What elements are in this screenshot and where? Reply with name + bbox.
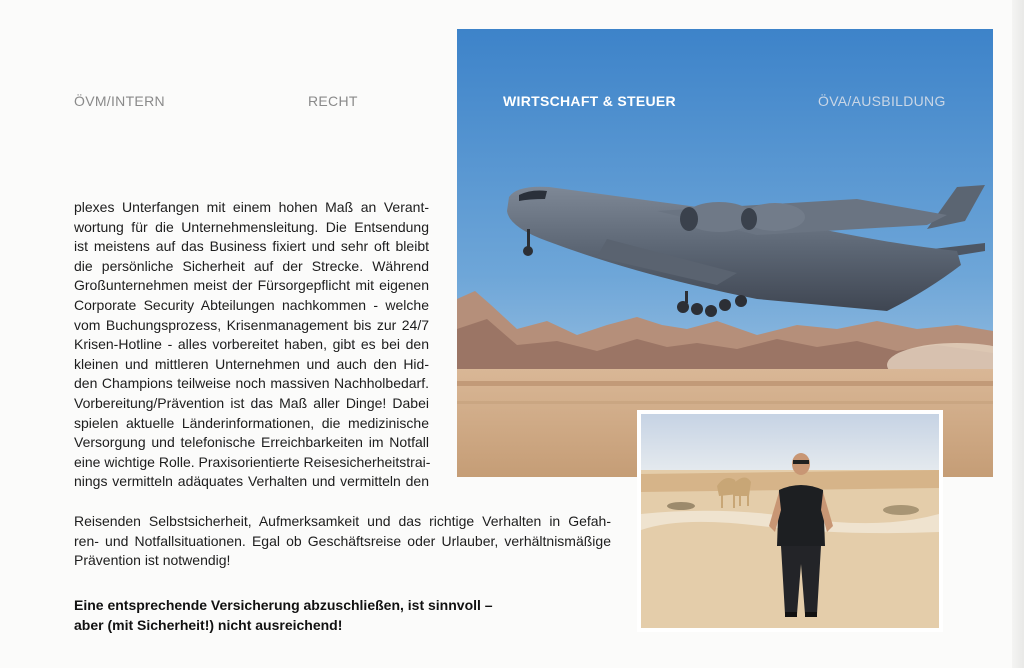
body-line: Krisen-Hotline - alles vorbereitet haben, gibt es bei den (74, 336, 429, 353)
article-body-narrow (74, 198, 429, 492)
body-line: nings vermitteln adäquates Verhalten und vermitteln den (74, 473, 429, 490)
body-line: vom Buchungsprozess, Krisenmanagement bis zur 24/7 (74, 316, 429, 333)
nav-item-oevm-intern[interactable]: ÖVM/INTERN (74, 93, 165, 109)
nav-item-recht[interactable]: RECHT (308, 93, 358, 109)
body-line: den Champions teilweise noch massiven Nachholbedarf. (74, 375, 429, 392)
body-line: die persönliche Sicherheit auf der Strecke. Während (74, 257, 429, 274)
desert-portrait-photo (637, 410, 943, 632)
body-line: spielen aktuelle Länderinformationen, die medizinische (74, 414, 429, 431)
body-line: Corporate Security Abteilungen nachkommen - welche (74, 296, 429, 313)
body-line: ist meistens auf das Business fixiert und sehr oft bleibt (74, 238, 429, 255)
body-line: plexes Unterfangen mit einem hohen Maß an Verant- (74, 199, 429, 215)
body-line: Großunternehmen meist der Fürsorgepflicht mit eigenen (74, 277, 429, 294)
highlight-line: Eine entsprechende Versicherung abzuschließen, ist sinnvoll – (74, 597, 493, 613)
article-body-wide (74, 512, 611, 571)
body-line: wortung für die Unternehmensleitung. Die Entsendung (74, 218, 429, 235)
nav-item-oeva-ausbildung[interactable]: ÖVA/AUSBILDUNG (818, 93, 946, 109)
body-line: Vorbereitung/Prävention ist das Maß aller Dinge! Dabei (74, 394, 429, 411)
page-edge-shadow (1012, 0, 1024, 668)
body-line: ren- und Notfallsituationen. Egal ob Geschäftsreise oder Urlauber, verhältnismäßige (74, 532, 611, 549)
highlight-line: aber (mit Sicherheit!) nicht ausreichend! (74, 617, 343, 633)
body-line: eine wichtige Rolle. Praxisorientierte Reisesicherheitstrai- (74, 453, 431, 470)
body-line: Prävention ist notwendig! (74, 552, 231, 569)
body-line: Versorgung und telefonische Erreichbarkeiten im Notfall (74, 434, 429, 451)
nav-item-wirtschaft-steuer[interactable]: WIRTSCHAFT & STEUER (503, 93, 676, 109)
article-highlight (74, 595, 493, 635)
body-line: kleinen und mittleren Unternehmen und auch den Hid- (74, 355, 429, 372)
body-line: Reisenden Selbstsicherheit, Aufmerksamkeit und das richtige Verhalten in Gefah- (74, 513, 611, 529)
